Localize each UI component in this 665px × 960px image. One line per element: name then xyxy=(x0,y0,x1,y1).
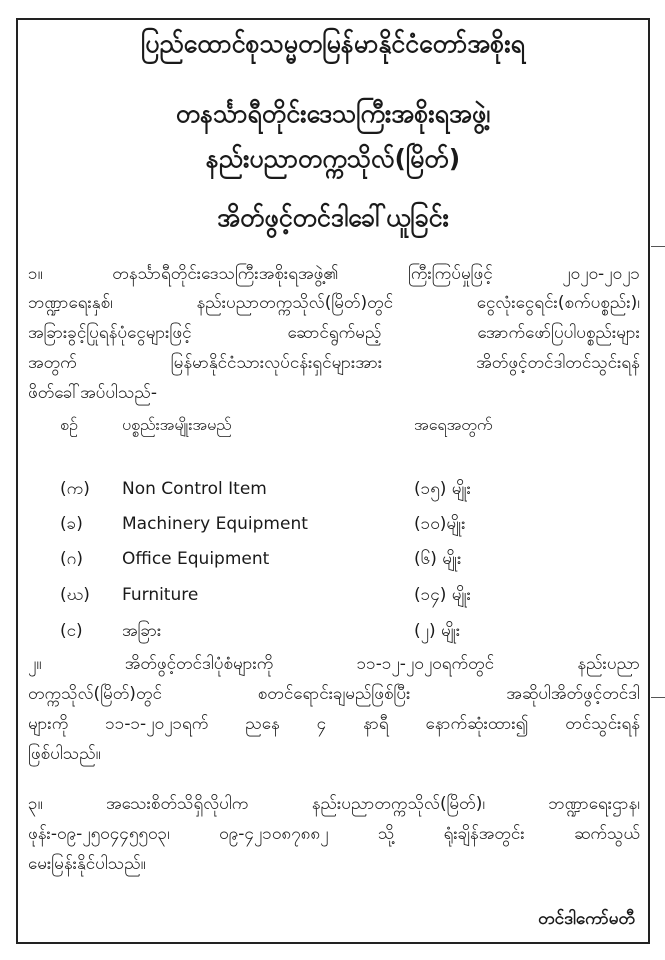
header-item: ပစ္စည်းအမျိုးအမည် xyxy=(122,415,232,434)
section1-line: ဘဏ္ဍာရေးနှစ်၊ နည်းပညာတက္ကသိုလ်(မြိတ်)တွင် ငွေလုံးငွေရင်း(စက်ပစ္စည်း)၊ xyxy=(28,293,640,313)
row-item: Furniture xyxy=(122,585,199,605)
section3-line: ၃။ အသေးစိတ်သိရှိလိုပါက နည်းပညာတက္ကသိုလ်(မြိတ်)၊ ဘဏ္ဍာရေးဌာန၊ xyxy=(28,794,640,814)
section1-line: ဖိတ်ခေါ်အပ်ပါသည်- xyxy=(28,383,158,403)
row-item: Machinery Equipment xyxy=(122,514,308,534)
row-qty: (၁၀)မျိုး xyxy=(414,514,466,534)
row-no: (ခ) xyxy=(60,514,83,534)
table-row xyxy=(0,546,665,572)
row-qty: (၁၄) မျိုး xyxy=(414,585,471,605)
row-no: (ဂ) xyxy=(60,549,83,569)
row-qty: (၆) မျိုး xyxy=(414,549,462,569)
tender-committee-signature: တင်ဒါကော်မတီ xyxy=(538,909,635,929)
table-row xyxy=(0,476,665,502)
section2-line: ၂။ အိတ်ဖွင့်တင်ဒါပုံစံများကို ၁၁-၁၂-၂၀၂၀ရက်တွင် နည်းပညာ xyxy=(28,654,640,674)
section3-line: ဖုန်း-၀၉-၂၅၀၄၄၅၅၀၃၊ ၀၉-၄၂၁၀၈၇၈၈၂ သို့ ရုံးချိန်အတွင်း ဆက်သွယ် xyxy=(28,824,640,844)
table-row xyxy=(0,618,665,644)
title-government: ပြည်ထောင်စုသမ္မတမြန်မာနိုင်ငံတော်အစိုးရ xyxy=(141,29,525,58)
row-no: (ဃ) xyxy=(60,585,90,605)
table-header xyxy=(0,412,665,438)
section1-line: အတွက် မြန်မာနိုင်ငံသားလုပ်ငန်းရှင်များအား အိတ်ဖွင့်တင်ဒါတင်သွင်းရန် xyxy=(28,353,640,373)
header-no: စဉ် xyxy=(60,415,78,434)
section1-line: ၁။ တနင်္သာရီတိုင်းဒေသကြီးအစိုးရအဖွဲ့၏ ကြီးကြပ်မှုဖြင့် ၂၀၂၀-၂၀၂၁ xyxy=(28,264,640,284)
row-item: အခြား xyxy=(122,621,162,641)
section1-line: အခြားခွင့်ပြုရန်ပုံငွေများဖြင့် ဆောင်ရွက်မည့် အောက်ဖော်ပြပါပစ္စည်းများ xyxy=(28,323,640,343)
row-item: Office Equipment xyxy=(122,549,270,569)
title-university: နည်းပညာတက္ကသိုလ်(မြိတ်) xyxy=(205,144,461,173)
row-no: (င) xyxy=(60,621,83,641)
row-qty: (၂) မျိုး xyxy=(414,621,461,641)
section2-line: တက္ကသိုလ်(မြိတ်)တွင် စတင်ရောင်းချမည်ဖြစ်ပြီး အဆိုပါအိတ်ဖွင့်တင်ဒါ xyxy=(28,684,640,704)
section3-line: မေးမြန်းနိုင်ပါသည်။ xyxy=(28,854,146,874)
table-row xyxy=(0,582,665,608)
header-qty: အရေအတွက် xyxy=(414,415,493,434)
row-qty: (၁၅) မျိုး xyxy=(414,479,471,499)
table-row xyxy=(0,511,665,537)
row-item: Non Control Item xyxy=(122,479,267,499)
section2-line: များကို ၁၁-၁-၂၀၂၁ရက် ညနေ ၄ နာရီ နောက်ဆုံးထား၍ တင်သွင်းရန် xyxy=(28,714,640,734)
edge-mark xyxy=(651,246,665,247)
edge-mark xyxy=(651,697,665,698)
title-tender-invitation: အိတ်ဖွင့်တင်ဒါခေါ်ယူခြင်း xyxy=(217,203,449,232)
row-no: (က) xyxy=(60,479,90,499)
section2-line: ဖြစ်ပါသည်။ xyxy=(28,744,101,764)
title-region: တနင်္သာရီတိုင်းဒေသကြီးအစိုးရအဖွဲ့၊ xyxy=(175,99,491,128)
